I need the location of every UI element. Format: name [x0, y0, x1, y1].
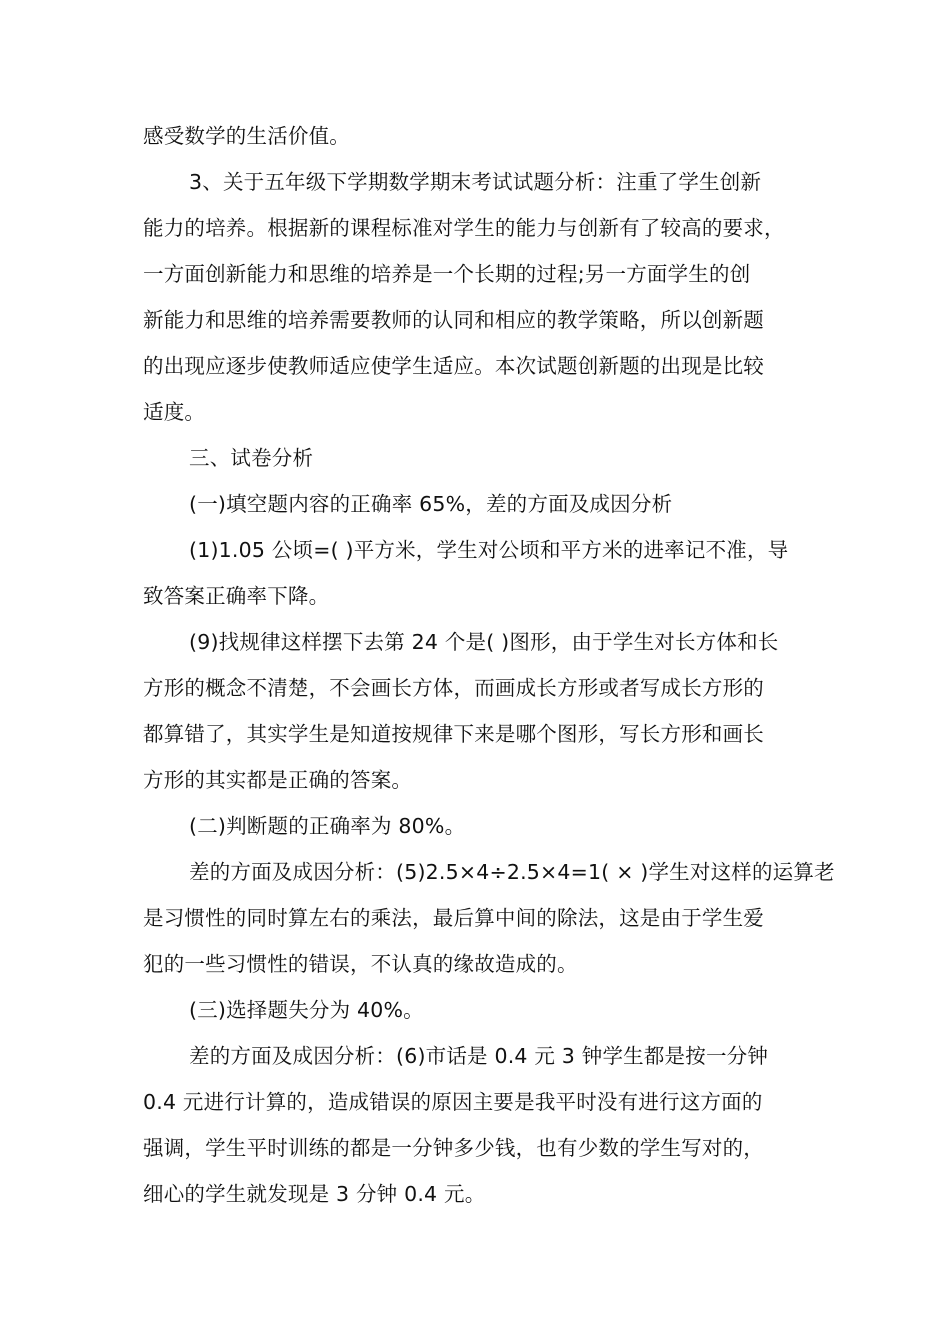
text-line: 强调，学生平时训练的都是一分钟多少钱，也有少数的学生写对的，: [143, 1136, 764, 1160]
text-line: 是习惯性的同时算左右的乘法，最后算中间的除法，这是由于学生爱: [143, 906, 764, 930]
text-line: 致答案正确率下降。: [143, 584, 330, 608]
text-line: 都算错了，其实学生是知道按规律下来是哪个图形，写长方形和画长: [143, 722, 764, 746]
text-line: 差的方面及成因分析：(6)市话是 0.4 元 3 钟学生都是按一分钟: [189, 1044, 769, 1068]
text-line: 方形的概念不清楚，不会画长方体，而画成长方形或者写成长方形的: [143, 676, 764, 700]
text-line: 犯的一些习惯性的错误，不认真的缘故造成的。: [143, 952, 578, 976]
text-line: 新能力和思维的培养需要教师的认同和相应的教学策略，所以创新题: [143, 308, 764, 332]
text-line: 能力的培养。根据新的课程标准对学生的能力与创新有了较高的要求，: [143, 216, 785, 240]
text-line: 细心的学生就发现是 3 分钟 0.4 元。: [143, 1182, 486, 1206]
text-line: (9)找规律这样摆下去第 24 个是( )图形，由于学生对长方体和长: [189, 630, 779, 654]
text-line: (一)填空题内容的正确率 65%，差的方面及成因分析: [189, 492, 673, 516]
text-line: 的出现应逐步使教师适应使学生适应。本次试题创新题的出现是比较: [143, 354, 764, 378]
section-heading: 三、试卷分析: [189, 446, 314, 470]
text-line: 方形的其实都是正确的答案。: [143, 768, 413, 792]
text-line: 3、关于五年级下学期数学期末考试试题分析：注重了学生创新: [189, 170, 762, 194]
text-line: 适度。: [143, 400, 206, 424]
text-line: 一方面创新能力和思维的培养是一个长期的过程;另一方面学生的创: [143, 262, 751, 286]
text-line: (1)1.05 公顷=( )平方米，学生对公顷和平方米的进率记不准，导: [189, 538, 789, 562]
text-line: (三)选择题失分为 40%。: [189, 998, 424, 1022]
text-line: 差的方面及成因分析：(5)2.5×4÷2.5×4=1( × )学生对这样的运算老: [189, 860, 835, 884]
text-line: (二)判断题的正确率为 80%。: [189, 814, 466, 838]
text-line: 感受数学的生活价值。: [143, 124, 350, 148]
text-line: 0.4 元进行计算的，造成错误的原因主要是我平时没有进行这方面的: [143, 1090, 763, 1114]
